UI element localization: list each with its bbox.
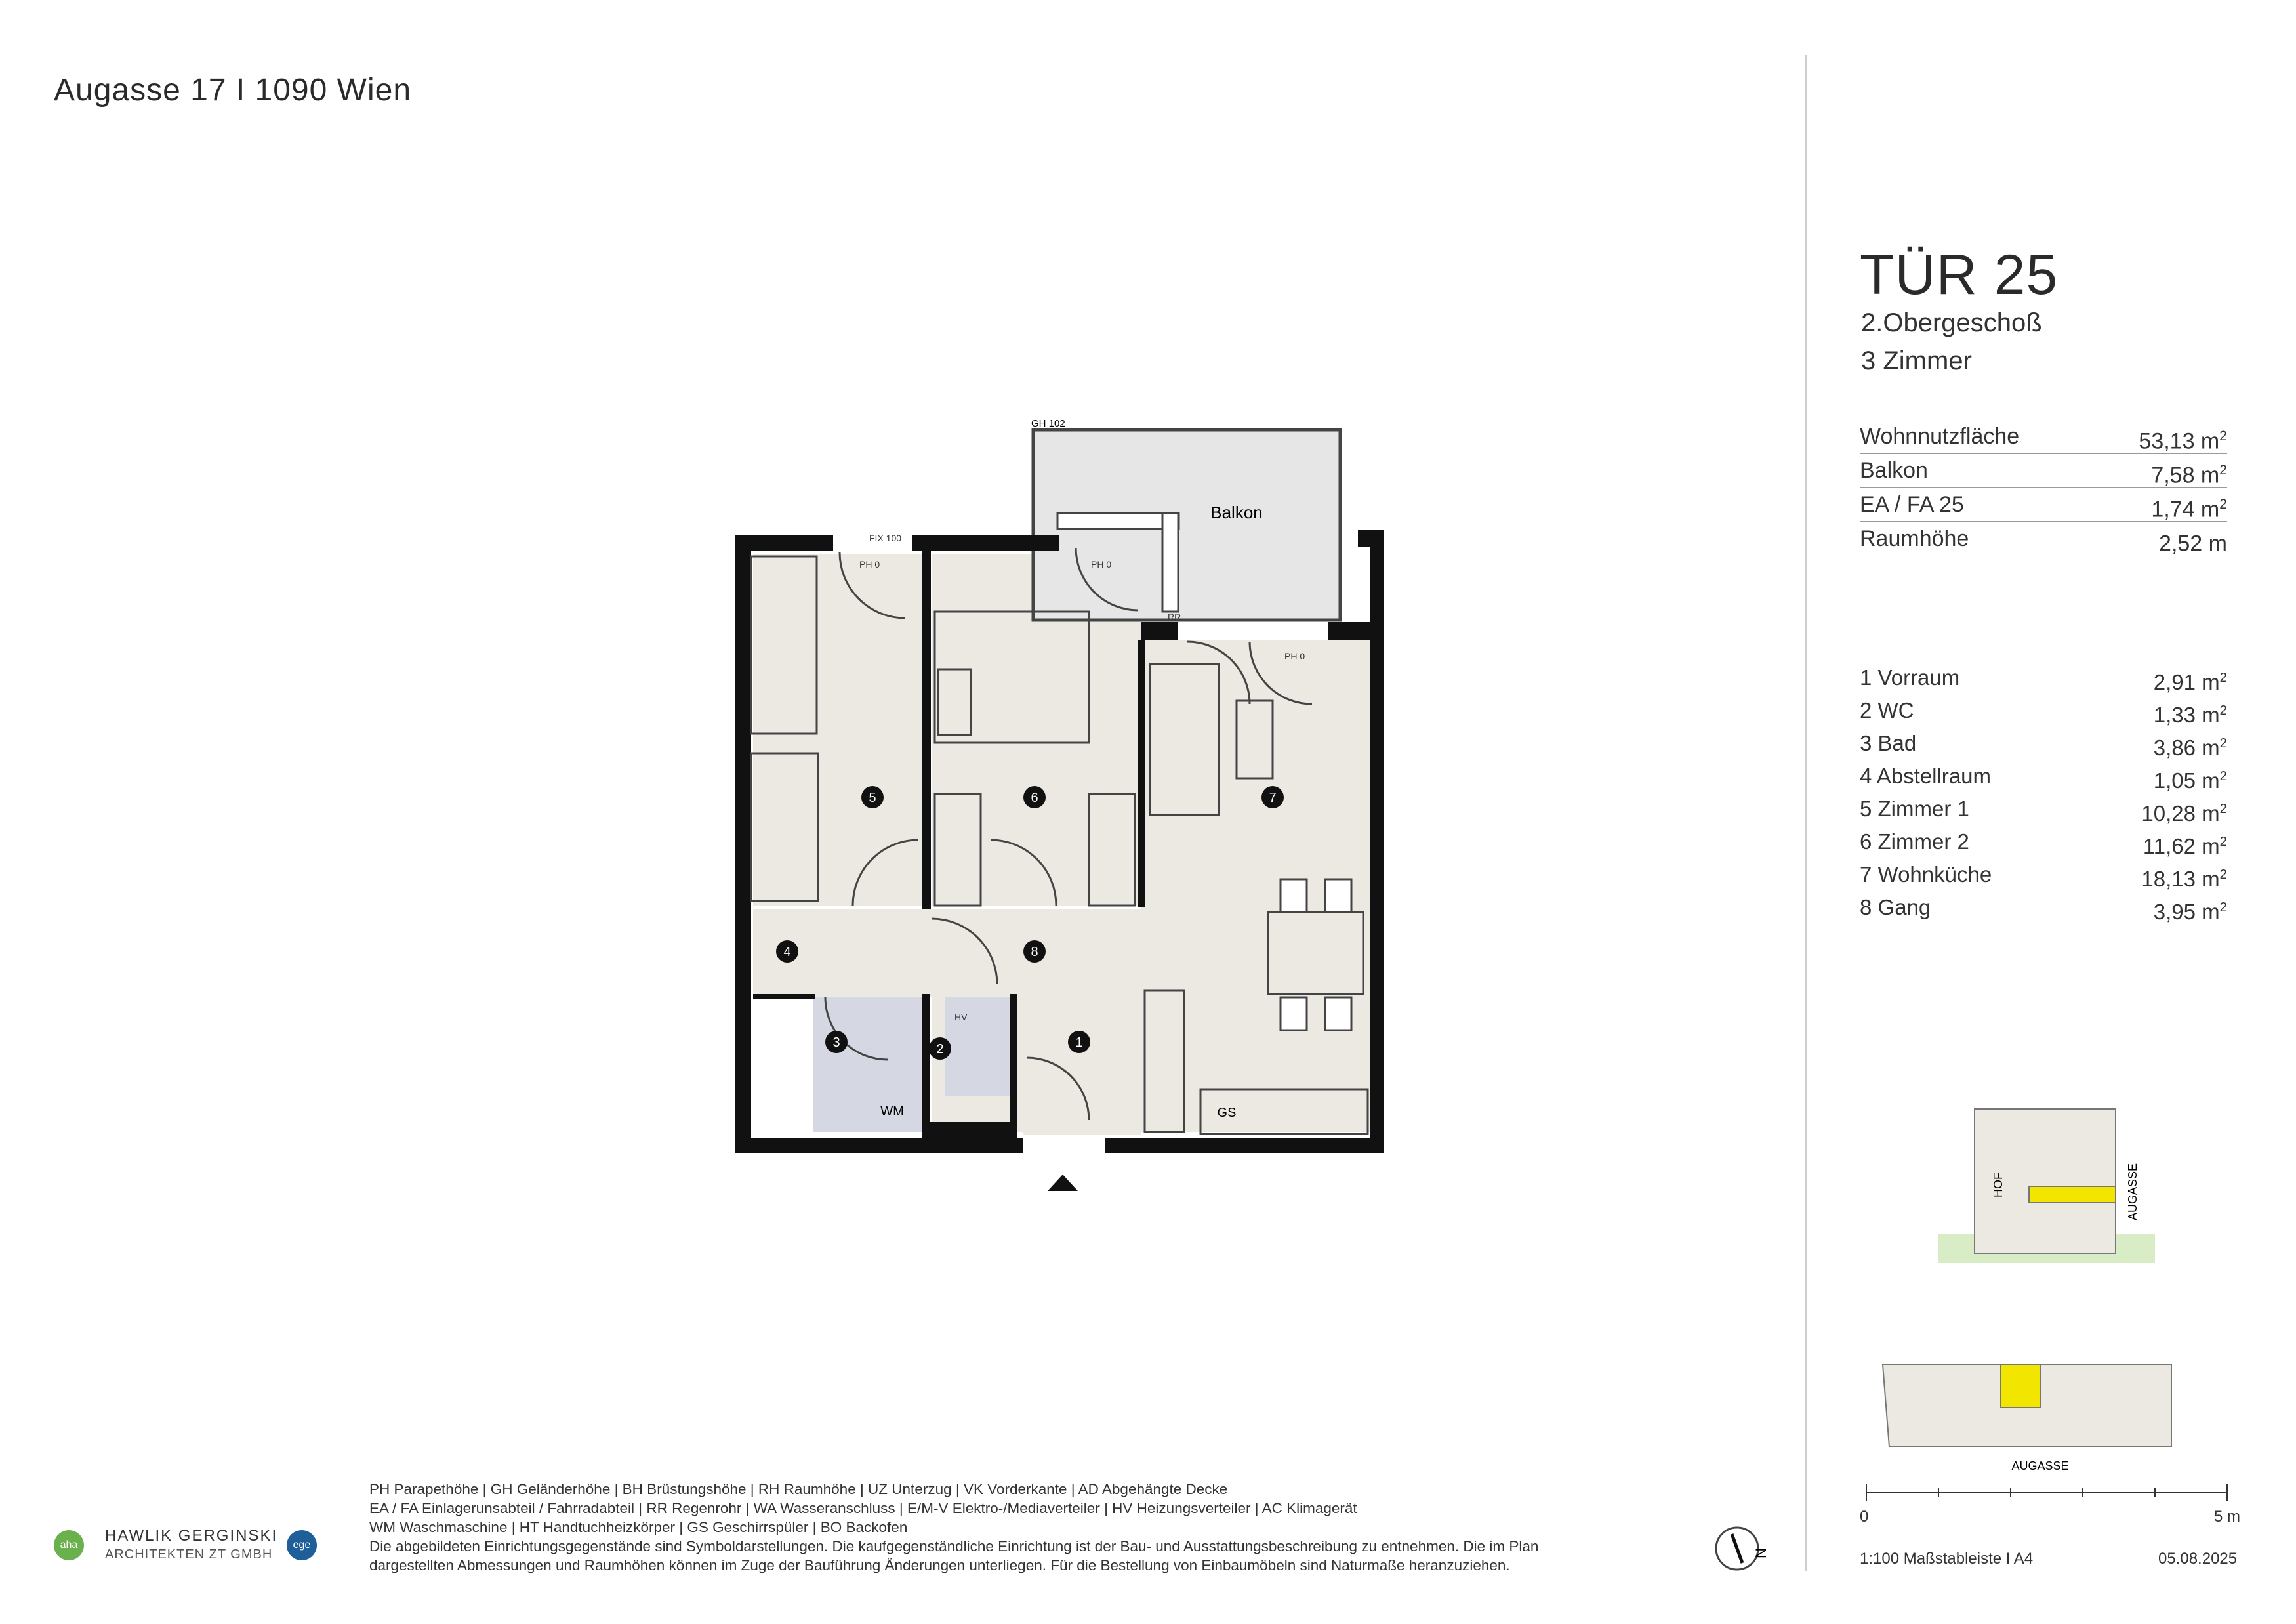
gs-label: GS <box>1217 1106 1237 1120</box>
room-number: 6 <box>1031 791 1038 805</box>
scale-five: 5 m <box>2214 1508 2241 1526</box>
fix-label: FIX 100 <box>869 533 902 543</box>
ph0-label: PH 0 <box>859 559 880 570</box>
north-label: N <box>1753 1548 1769 1558</box>
area-row: EA / FA 25 1,74 $m^2$ <box>1860 488 2227 522</box>
entrance-arrow-icon <box>1048 1175 1078 1191</box>
wm-label: WM <box>880 1104 904 1119</box>
room-row: 1 Vorraum 2,91 $m^2$ <box>1860 665 2227 694</box>
hv-label: HV <box>954 1012 968 1022</box>
room-number: 2 <box>936 1042 944 1056</box>
balcony-label: Balkon <box>1210 503 1263 522</box>
balcony <box>1031 418 1340 620</box>
ege-logo: ege <box>287 1530 317 1560</box>
room-row: 8 Gang 3,95 $m^2$ <box>1860 895 2227 924</box>
scale-caption: 1:100 Maßstableiste I A4 <box>1860 1550 2034 1568</box>
room-number: 3 <box>832 1035 840 1050</box>
scale-zero: 0 <box>1860 1508 1869 1526</box>
room-row: 2 WC 1,33 $m^2$ <box>1860 698 2227 727</box>
room-number: 7 <box>1269 791 1277 805</box>
area-row: Raumhöhe 2,52 m <box>1860 526 2227 556</box>
aha-logo: aha <box>54 1530 84 1560</box>
firm-name: HAWLIK GERGINSKI <box>105 1527 278 1545</box>
building-elevation <box>1938 1109 2155 1263</box>
room-number: 4 <box>783 945 791 959</box>
unit-rooms: 3 Zimmer <box>1861 346 1972 375</box>
room-number: 1 <box>1075 1035 1083 1050</box>
plan-date: 05.08.2025 <box>2158 1550 2238 1568</box>
ph0-label: PH 0 <box>1091 559 1112 570</box>
firm-subtitle: ARCHITEKTEN ZT GMBH <box>105 1547 273 1562</box>
ph0-label: PH 0 <box>1284 651 1305 661</box>
room-row: 6 Zimmer 2 11,62 $m^2$ <box>1860 829 2227 858</box>
address-title: Augasse 17 I 1090 Wien <box>54 73 412 108</box>
site-plan <box>1883 1365 2171 1472</box>
room-number: 5 <box>869 791 876 805</box>
north-arrow-icon <box>1716 1528 1769 1570</box>
area-row: Balkon 7,58 $m^2$ <box>1860 454 2227 488</box>
augasse-label: AUGASSE <box>2011 1459 2069 1472</box>
room-row: 5 Zimmer 1 10,28 $m^2$ <box>1860 797 2227 825</box>
room-number: 8 <box>1031 945 1038 959</box>
hof-label: HOF <box>1992 1173 2005 1197</box>
room-row: 4 Abstellraum 1,05 $m^2$ <box>1860 764 2227 793</box>
area-row: Wohnnutzfläche 53,13 $m^2$ <box>1860 420 2227 454</box>
unit-title: TÜR 25 <box>1860 243 2059 306</box>
unit-floor: 2.Obergeschoß <box>1861 308 2042 337</box>
room-row: 7 Wohnküche 18,13 $m^2$ <box>1860 862 2227 891</box>
augasse-label: AUGASSE <box>2126 1163 2139 1220</box>
room-row: 3 Bad 3,86 $m^2$ <box>1860 731 2227 760</box>
gh-label: GH 102 <box>1031 418 1065 429</box>
scale-bar <box>1866 1484 2227 1501</box>
legend-text: PH Parapethöhe | GH Geländerhöhe | BH Brüstungshöhe | RH Raumhöhe | UZ Unterzug | VK Vorderkante | AD Abgehängte Decke EA / FA Einlagerunsabteil / Fahrradabteil | RR Regenrohr | WA Wasseranschluss | E/M-V Elektro-/Mediaverteiler | HV Heizungsverteiler | AC Klimagerät WM Waschmaschine | HT Handtuchheizkörper | GS Geschirrspüler | BO Backofen Die abgebildeten Einrichtungsgegenstände sind Symboldarstellungen. Die kaufgegenständliche Einrichtung ist der Bau- und Ausstattungsbeschreibung zu entnehmen. Die im Plan dargestellten Abmessungen und Raumhöhen können im Zuge der Bauführung Änderungen unterliegen. Für die Bestellung von Einbaumöbeln sind Naturmaße heranzuziehen. <box>369 1481 1539 1573</box>
rr-label: RR <box>1168 612 1181 622</box>
